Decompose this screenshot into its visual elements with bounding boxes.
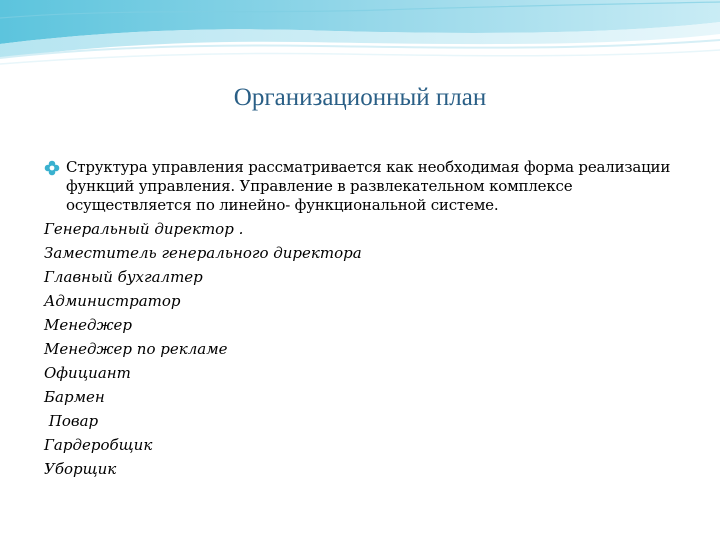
position-item: Менеджер по рекламе: [44, 340, 228, 358]
position-item: Гардеробщик: [44, 436, 153, 454]
intro-line: функций управления. Управление в развлекательном комплексе: [66, 177, 573, 195]
intro-line: Структура управления рассматривается как необходимая форма реализации: [66, 158, 671, 176]
positions-list: [44, 217, 684, 481]
position-item: Повар: [44, 412, 99, 430]
intro-line: осуществляется по линейно- функциональной системе.: [66, 196, 499, 214]
wave-banner: [0, 0, 720, 80]
position-item: Заместитель генерального директора: [44, 244, 362, 262]
position-item: Менеджер: [44, 316, 133, 334]
position-item: Бармен: [44, 388, 105, 406]
position-item: Официант: [44, 364, 131, 382]
position-item: Уборщик: [44, 460, 117, 478]
position-item: Главный бухгалтер: [44, 268, 203, 286]
position-item: Администратор: [44, 292, 181, 310]
position-item: Генеральный директор .: [44, 220, 244, 238]
intro-bullet: [44, 158, 684, 215]
flower-bullet-icon: [44, 160, 60, 176]
slide-content: [44, 158, 684, 481]
slide-title: Организационный план: [233, 84, 487, 111]
